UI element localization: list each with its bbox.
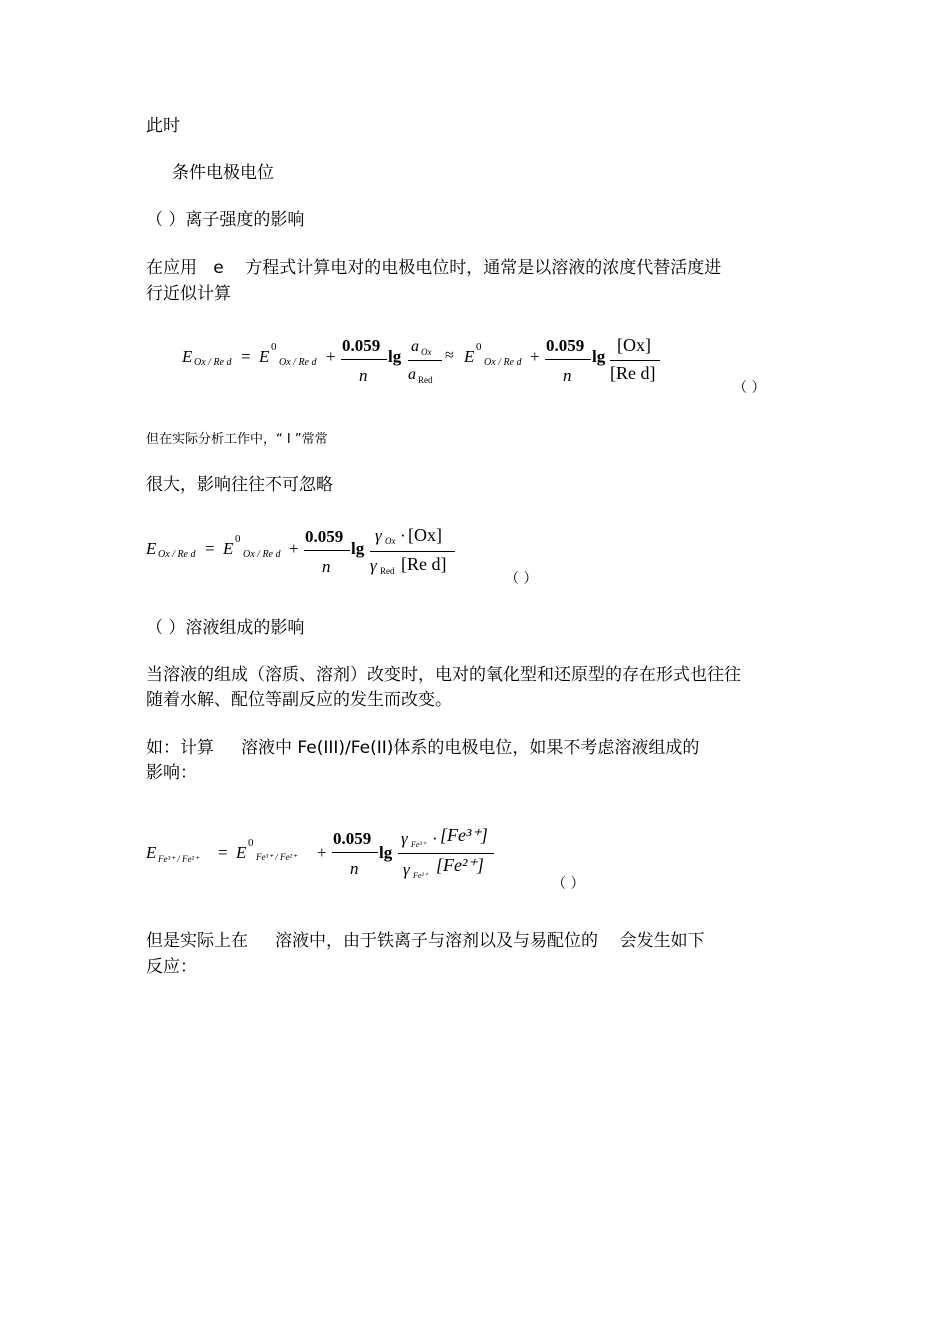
eq2-E: E	[146, 539, 157, 558]
eq3-gamma-fe2: γ	[403, 860, 410, 879]
eq1-fraction-bar-1	[341, 359, 387, 360]
paragraph-6-line-2: 反应：	[146, 957, 197, 977]
eq1-sub: Ox / Re d	[194, 357, 232, 368]
eq3-fe2-conc: [Fe²⁺]	[436, 855, 484, 875]
eq3-gamma-fe2-sub: Fe²⁺	[413, 871, 429, 880]
equation-2-number: （ ）	[505, 571, 538, 587]
eq2-red-conc: [Re d]	[401, 554, 447, 574]
paragraph-5-line-2: 影响：	[146, 763, 197, 783]
eq1-a-ox: a	[411, 338, 419, 355]
eq2-fraction-bar-1	[304, 550, 350, 551]
eq1-coef-2: 0.059	[546, 336, 585, 355]
paragraph-4-line-2: 随着水解、配位等副反应的发生而改变。	[146, 690, 452, 710]
eq1-a-ox-sub: Ox	[421, 347, 432, 357]
eq1-approx: ≈	[445, 347, 454, 364]
heading-ionic-strength: （ ）离子强度的影响	[146, 210, 305, 230]
paragraph-2: 但在实际分析工作中，“ I ”常常	[146, 432, 328, 447]
eq2-gamma-ox: γ	[375, 526, 382, 545]
eq1-plus: +	[326, 347, 336, 366]
eq1-red-conc: [Re d]	[610, 363, 656, 383]
eq1-plus-2: +	[530, 347, 540, 366]
eq2-gamma-ox-sub: Ox	[385, 536, 396, 546]
eq1-E0b: E	[464, 347, 475, 366]
eq1-fraction-bar-2	[408, 360, 442, 361]
eq3-fraction-bar-1	[332, 852, 378, 853]
eq1-n: n	[359, 366, 368, 385]
eq2-fraction-bar-2	[370, 551, 455, 552]
eq3-plus: +	[317, 843, 327, 862]
equation-3-number: （ ）	[552, 876, 585, 892]
eq2-E0: E	[223, 539, 234, 558]
eq2-gamma-red-sub: Red	[380, 566, 395, 576]
eq1-ox-conc: [Ox]	[617, 335, 651, 355]
eq3-equals: =	[218, 843, 228, 862]
paragraph-6-line-1: 但是实际上在 溶液中，由于铁离子与溶剂以及与易配位的 会发生如下	[146, 931, 705, 951]
eq2-lg: lg	[351, 539, 365, 558]
eq3-fe3-conc: [Fe³⁺]	[440, 825, 488, 845]
eq2-E0-sub: Ox / Re d	[243, 549, 281, 560]
eq1-a-red-sub: Red	[418, 375, 433, 385]
eq2-plus: +	[289, 539, 299, 558]
eq3-n: n	[350, 859, 359, 878]
eq2-gamma-red: γ	[370, 556, 377, 575]
eq3-E0-sub: Fe³⁺ / Fe²⁺	[256, 852, 297, 862]
paragraph-5-line-1: 如：计算 溶液中 Fe(III)/Fe(II)体系的电极电位，如果不考虑溶液组成的	[146, 738, 700, 758]
eq1-lg-2: lg	[592, 347, 606, 366]
heading-solution-composition: （ ）溶液组成的影响	[146, 618, 305, 638]
eq1-lg: lg	[388, 347, 402, 366]
eq1-n-2: n	[563, 366, 572, 385]
eq2-dot: ·	[400, 526, 406, 545]
eq2-coef: 0.059	[305, 527, 344, 546]
eq2-equals: =	[205, 539, 215, 558]
eq3-coef: 0.059	[333, 829, 372, 848]
eq1-E: E	[182, 347, 193, 366]
eq2-n: n	[322, 557, 331, 576]
eq3-gamma-fe3-sub: Fe³⁺	[411, 840, 427, 849]
eq1-E0b-sup: 0	[476, 341, 482, 353]
eq3-dot: ·	[432, 829, 438, 848]
paragraph-4-line-1: 当溶液的组成（溶质、溶剂）改变时，电对的氧化型和还原型的存在形式也往往	[146, 665, 741, 685]
eq1-a-red: a	[408, 366, 416, 383]
eq3-E0-sup: 0	[248, 837, 254, 849]
eq1-coef: 0.059	[342, 336, 381, 355]
eq3-E: E	[146, 843, 157, 862]
eq1-E0-sup: 0	[271, 341, 277, 353]
eq2-sub: Ox / Re d	[158, 549, 196, 560]
paragraph-1-line-2: 行近似计算	[146, 284, 231, 304]
eq1-E0-sub: Ox / Re d	[279, 357, 317, 368]
eq2-E0-sup: 0	[235, 533, 241, 545]
eq2-ox-conc: [Ox]	[408, 525, 442, 545]
eq1-E0: E	[259, 347, 270, 366]
eq3-gamma-fe3: γ	[401, 829, 408, 848]
eq3-lg: lg	[379, 843, 393, 862]
eq3-E0: E	[236, 843, 247, 862]
eq1-fraction-bar-3	[545, 359, 591, 360]
eq1-fraction-bar-4	[610, 360, 660, 361]
eq1-E0b-sub: Ox / Re d	[484, 357, 522, 368]
paragraph-1-line-1: 在应用 e 方程式计算电对的电极电位时，通常是以溶液的浓度代替活度进	[146, 258, 722, 278]
eq3-sub: Fe³⁺ / Fe²⁺	[158, 854, 199, 864]
paragraph-3: 很大，影响往往不可忽略	[146, 475, 333, 495]
text-cishi: 此时	[146, 116, 180, 136]
eq1-equals: =	[241, 347, 251, 366]
subheading-conditional-potential: 条件电极电位	[172, 163, 274, 183]
equation-1-number: （ ）	[733, 380, 766, 396]
